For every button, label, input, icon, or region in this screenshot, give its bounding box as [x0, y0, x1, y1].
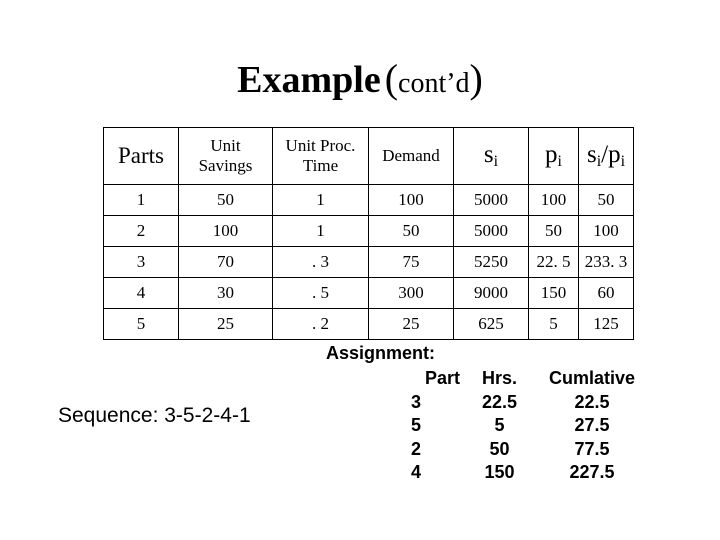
cell-p-i: 50 [529, 216, 579, 247]
assignment-header-part: Part [424, 368, 460, 389]
cell-demand: 25 [369, 309, 454, 340]
assignment-row [370, 461, 647, 485]
cell-s-i: 5000 [454, 216, 529, 247]
header-unit-savings-line1: Unit [210, 136, 241, 156]
header-p-i [529, 128, 579, 185]
title-close-paren: ) [469, 56, 483, 101]
cell-part: 4 [104, 278, 179, 309]
assignment-part: 5 [410, 415, 421, 436]
assignment-header-cumulative: Cumlative [548, 368, 636, 389]
header-ratio-p: p [608, 140, 621, 168]
assignment-part: 3 [410, 391, 421, 412]
cell-s-over-p: 100 [579, 216, 634, 247]
header-s-over-p [579, 128, 634, 185]
cell-p-i: 100 [529, 185, 579, 216]
cell-unit-savings: 30 [179, 278, 273, 309]
header-unit-proc-line2: Time [302, 156, 339, 175]
cell-demand: 300 [369, 278, 454, 309]
cell-part: 3 [104, 247, 179, 278]
cell-s-i: 625 [454, 309, 529, 340]
header-demand: Demand [369, 128, 454, 185]
header-s-base: s [483, 140, 494, 168]
header-unit-proc-time [273, 128, 369, 185]
sequence-text: Sequence: 3-5-2-4-1 [58, 404, 251, 427]
cell-unit-proc-time: 1 [273, 216, 369, 247]
cell-unit-proc-time: 1 [273, 185, 369, 216]
table-header-row [104, 128, 634, 185]
assignment-table [370, 367, 647, 485]
assignment-hrs: 5 [494, 415, 505, 436]
cell-unit-savings: 70 [179, 247, 273, 278]
header-unit-savings [179, 128, 273, 185]
cell-unit-savings: 100 [179, 216, 273, 247]
header-ratio-p-sub: i [620, 152, 626, 170]
header-s-i [454, 128, 529, 185]
table-row [104, 247, 634, 278]
cell-unit-proc-time: . 5 [273, 278, 369, 309]
cell-unit-proc-time: . 3 [273, 247, 369, 278]
assignment-cumulative: 22.5 [574, 391, 610, 412]
assignment-row [370, 438, 647, 462]
header-ratio-s: s [586, 140, 597, 168]
cell-part: 2 [104, 216, 179, 247]
assignment-hrs: 22.5 [481, 391, 518, 412]
cell-p-i: 5 [529, 309, 579, 340]
assignment-row [370, 391, 647, 415]
table-row [104, 216, 634, 247]
cell-s-over-p: 233. 3 [579, 247, 634, 278]
cell-s-i: 5000 [454, 185, 529, 216]
cell-unit-proc-time: . 2 [273, 309, 369, 340]
cell-s-over-p: 125 [579, 309, 634, 340]
assignment-hrs: 50 [489, 438, 510, 459]
assignment-header-row [370, 367, 647, 391]
header-ratio-s-sub: i [596, 152, 602, 170]
savings-table [103, 127, 634, 340]
assignment-cumulative: 77.5 [574, 438, 610, 459]
cell-demand: 75 [369, 247, 454, 278]
cell-demand: 100 [369, 185, 454, 216]
assignment-row [370, 414, 647, 438]
title-sub: cont’d [398, 68, 470, 99]
cell-s-i: 9000 [454, 278, 529, 309]
cell-part: 5 [104, 309, 179, 340]
header-s-sub: i [493, 152, 499, 170]
header-unit-savings-line2: Savings [198, 156, 253, 175]
assignment-part: 2 [410, 438, 421, 459]
cell-s-over-p: 50 [579, 185, 634, 216]
table-row [104, 185, 634, 216]
cell-demand: 50 [369, 216, 454, 247]
title-open-paren: ( [384, 56, 399, 101]
assignment-hrs: 150 [484, 462, 515, 483]
header-p-sub: i [557, 152, 562, 170]
cell-s-i: 5250 [454, 247, 529, 278]
header-parts: Parts [104, 128, 179, 185]
cell-part: 1 [104, 185, 179, 216]
header-unit-proc-line1: Unit Proc. [285, 136, 356, 156]
title-main: Example [237, 59, 381, 101]
assignment-title: Assignment: [326, 343, 436, 363]
header-p-base: p [545, 140, 558, 168]
cell-p-i: 22. 5 [529, 247, 579, 278]
slide-title [0, 55, 720, 102]
table-row [104, 309, 634, 340]
table-row [104, 278, 634, 309]
cell-s-over-p: 60 [579, 278, 634, 309]
cell-p-i: 150 [529, 278, 579, 309]
cell-unit-savings: 25 [179, 309, 273, 340]
assignment-header-hrs: Hrs. [481, 368, 517, 389]
assignment-cumulative: 27.5 [574, 415, 610, 436]
header-ratio-slash: / [601, 140, 609, 168]
assignment-cumulative: 227.5 [569, 462, 615, 483]
assignment-part: 4 [410, 462, 421, 483]
cell-unit-savings: 50 [179, 185, 273, 216]
